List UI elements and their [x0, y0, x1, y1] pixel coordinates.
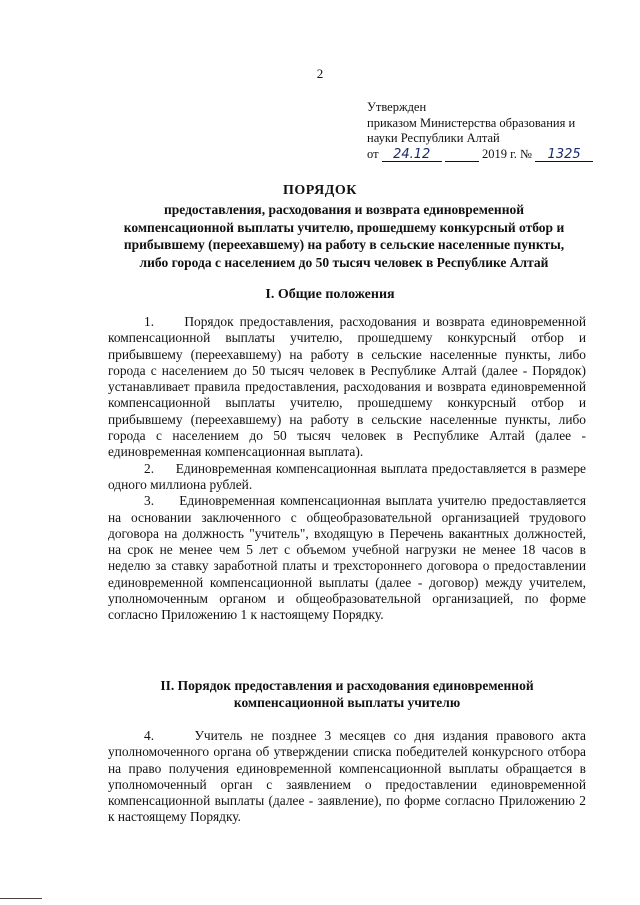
approval-line-3: науки Республики Алтай — [367, 131, 500, 145]
approval-date-gap — [445, 148, 479, 162]
approval-number-handwritten: 1325 — [535, 148, 593, 162]
section-2-body — [108, 728, 586, 826]
approval-date-handwritten: 24.12 — [382, 148, 442, 162]
paragraph-1: 1. Порядок предоставления, расходования и возврата единовременной компенсационной выплаты учителю, прошедшему конкурсный отбор и прибывшему (переехавшему) на работу в сельские населенные пункты, либо города с населением до 50 тысяч человек в Республике Алтай (далее - Порядок) устанавливает правила предоставления, расходования и возврата единовременной компенсационной выплаты учителю, прошедшему конкурсный отбор и прибывшему (переехавшему) на работу в сельские населенные пункты, либо города с населением до 50 тысяч человек в Республике Алтай (далее - единовременная компенсационная выплата). — [108, 314, 586, 460]
section-1-heading: I. Общие положения — [265, 287, 395, 302]
paragraph-2: 2. Единовременная компенсационная выплата предоставляется в размере одного миллиона рублей. — [108, 460, 586, 492]
document-title: ПОРЯДОК — [283, 183, 357, 198]
approval-line-1: Утвержден — [367, 100, 427, 114]
paragraph-3: 3. Единовременная компенсационная выплата учителю предоставляется на основании заключенного с общеобразовательной организацией трудового договора на должность "учитель", входящую в Перечень вакантных должностей, на срок не менее чем 5 лет с объемом учебной нагрузки не менее 18 часов в неделю за ставку заработной платы и трехстороннего договора о предоставлении единовременной компенсационной выплаты (далее - договор) между учителем, уполномоченным органом и общеобразовательной организацией, по форме согласно Приложению 1 к настоящему Порядку. — [108, 493, 586, 623]
approval-from-label: от — [367, 146, 379, 161]
document-subtitle: предоставления, расходования и возврата единовременной компенсационной выплаты учителю, прошедшему конкурсный отбор и прибывшему (переехавшему) на работу в сельские населенные пункты, либо города с населением до 50 тысяч человек в Республике Алтай — [123, 202, 565, 270]
approval-year: 2019 г. № — [481, 146, 532, 161]
approval-date-line — [367, 147, 627, 163]
approval-line-2: приказом Министерства образования и — [367, 115, 576, 130]
section-2-heading: II. Порядок предоставления и расходования единовременной компенсационной выплаты учителю — [160, 678, 534, 710]
page-number: 2 — [316, 66, 324, 81]
paragraph-4: 4. Учитель не позднее 3 месяцев со дня издания правового акта уполномоченного органа об утверждении списка победителей конкурсного отбора на право получения единовременной компенсационной выплаты обращается в уполномоченный орган с заявлением о предоставлении единовременной компенсационной выплаты (далее - заявление), по форме согласно Приложению 2 к настоящему Порядку. — [108, 728, 586, 825]
section-1-body — [108, 314, 586, 624]
footnote-separator — [0, 898, 42, 899]
approval-stamp — [367, 100, 627, 162]
